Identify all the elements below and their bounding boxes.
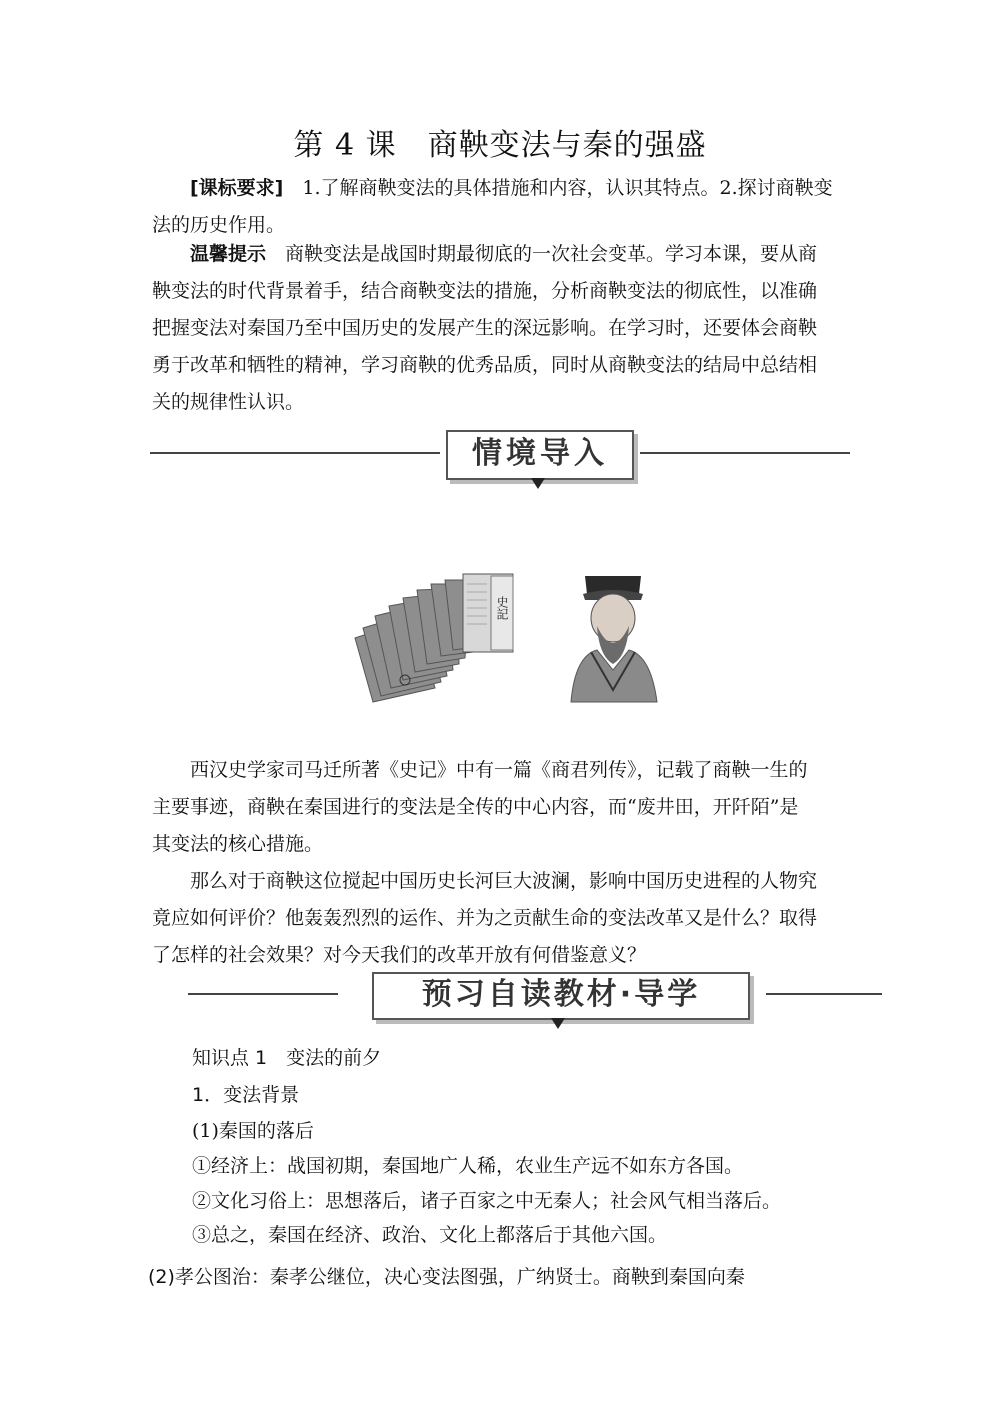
banner-label: 预习自读教材·导学	[421, 977, 701, 1012]
tip-line4: 勇于改革和牺牲的精神，学习商鞅的优秀品质，同时从商鞅变法的结局中总结相	[152, 354, 818, 376]
intro-p2-line1: 那么对于商鞅这位搅起中国历史长河巨大波澜，影响中国历史进程的人物究	[190, 870, 818, 892]
knowledge-item1: (1)秦国的落后	[192, 1120, 314, 1142]
banner-label: 情境导入	[472, 436, 608, 471]
knowledge-item1a: ①经济上：战国初期，秦国地广人稀，农业生产远不如东方各国。	[192, 1155, 744, 1177]
section-banner-intro	[0, 420, 1000, 490]
tip-line3: 把握变法对秦国乃至中国历史的发展产生的深远影响。在学习时，还要体会商鞅	[152, 317, 818, 339]
banner-rule-right	[766, 993, 882, 995]
intro-p2-line2: 竟应如何评价？他轰轰烈烈的运作、并为之贡献生命的变法改革又是什么？取得	[152, 907, 818, 929]
illustration-shiji-and-shang-yang	[345, 560, 660, 708]
intro-p1-line3: 其变法的核心措施。	[152, 833, 324, 855]
standards-line1: 1.了解商鞅变法的具体措施和内容，认识其特点。2.探讨商鞅变	[302, 177, 833, 199]
intro-paragraphs	[152, 752, 852, 974]
standards-line2: 法的历史作用。	[152, 214, 286, 236]
knowledge-item1b: ②文化习俗上：思想落后，诸子百家之中无秦人；社会风气相当落后。	[192, 1190, 782, 1212]
section-banner-preview	[0, 966, 1000, 1036]
tip-line1: 商鞅变法是战国时期最彻底的一次社会变革。学习本课，要从商	[285, 243, 818, 265]
tip-line5: 关的规律性认识。	[152, 391, 305, 413]
tip-label: 温馨提示	[190, 243, 267, 265]
banner-rule-right	[640, 452, 850, 454]
banner-rule-left	[188, 993, 338, 995]
standards-block	[152, 170, 852, 244]
banner-arrow-icon	[531, 478, 545, 489]
standards-label: [课标要求]	[190, 177, 284, 199]
intro-p1-line1: 西汉史学家司马迁所著《史记》中有一篇《商君列传》，记载了商鞅一生的	[190, 759, 808, 781]
tip-line2: 鞅变法的时代背景着手，结合商鞅变法的措施，分析商鞅变法的彻底性，以准确	[152, 280, 818, 302]
banner-arrow-icon	[551, 1018, 565, 1029]
knowledge-item2: (2)孝公图治：秦孝公继位，决心变法图强，广纳贤士。商鞅到秦国向秦	[148, 1266, 745, 1288]
knowledge-item1c: ③总之，秦国在经济、政治、文化上都落后于其他六国。	[192, 1224, 668, 1246]
knowledge-heading: 知识点 1 变法的前夕	[192, 1047, 382, 1069]
intro-p2-line3: 了怎样的社会效果？对今天我们的改革开放有何借鉴意义？	[152, 944, 647, 966]
knowledge-sub1: 1．变法背景	[192, 1084, 300, 1106]
banner-rule-left	[150, 452, 440, 454]
tip-block	[152, 236, 852, 421]
book-title-label: 史記	[495, 596, 509, 620]
intro-p1-line2: 主要事迹，商鞅在秦国进行的变法是全传的中心内容，而“废井田，开阡陌”是	[152, 796, 799, 818]
lesson-title: 第 4 课 商鞅变法与秦的强盛	[293, 128, 707, 163]
